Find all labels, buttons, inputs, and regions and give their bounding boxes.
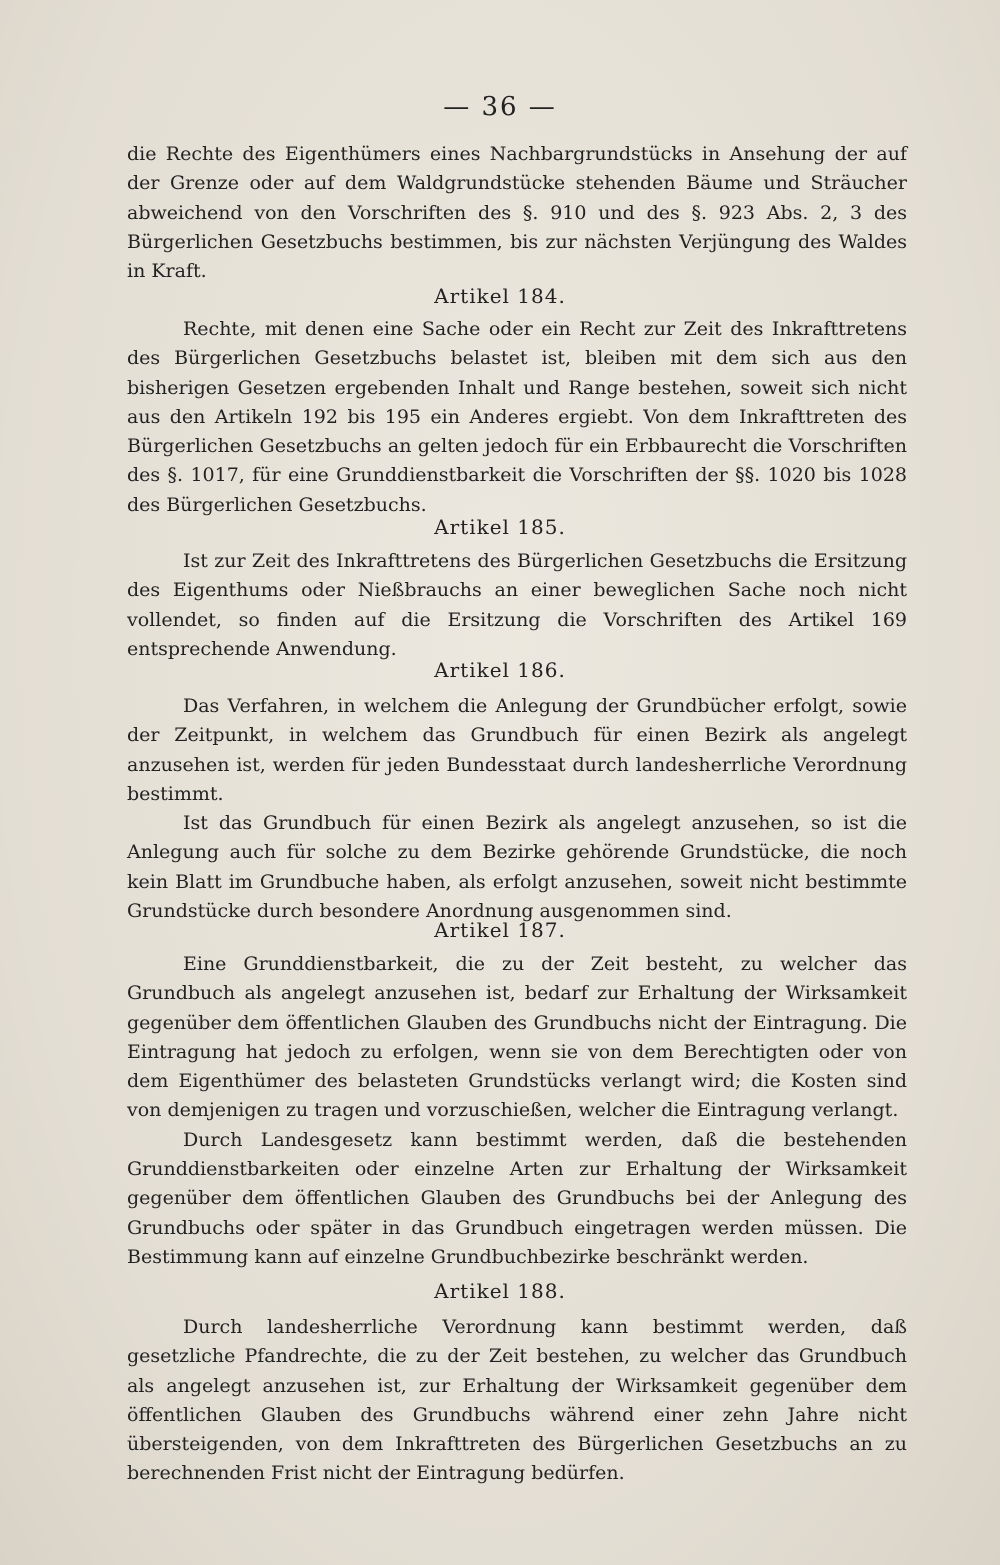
article-187-body [127,950,907,1272]
article-186-body [127,692,907,926]
paragraph: Das Verfahren, in welchem die Anlegung der Grundbücher erfolgt, sowie der Zeitpunkt, in welchem das Grundbuch für einen Bezirk als angelegt anzusehen ist, werden für jeden Bundesstaat durch landesherrliche Verordnung bestimmt. [127,695,907,805]
paragraph: Durch Landesgesetz kann bestimmt werden, daß die bestehenden Grunddienstbarkeiten oder einzelne Arten zur Erhaltung der Wirksamkeit gegenüber dem öffentlichen Glauben des Grundbuchs bei der Anlegung des Grundbuchs oder später in das Grundbuch eingetragen werden müssen. Die Bestimmung kann auf einzelne Grundbuchbezirke beschränkt werden. [127,1128,907,1268]
article-186-heading: Artikel 186. [434,658,566,682]
paragraph: Eine Grunddienstbarkeit, die zu der Zeit besteht, zu welcher das Grundbuch als angelegt anzusehen ist, bedarf zur Erhaltung der Wirksamkeit gegenüber dem öffentlichen Glauben des Grundbuchs nicht der Eintragung. Die Eintragung hat jedoch zu erfolgen, wenn sie von dem Berechtigten oder von dem Eigenthümer des belasteten Grundstücks verlangt wird; die Kosten sind von demjenigen zu tragen und vorzuschießen, welcher die Eintragung verlangt. [127,953,907,1122]
article-185-heading: Artikel 185. [434,515,566,539]
article-184-body [127,315,907,520]
paragraph: Durch landesherrliche Verordnung kann bestimmt werden, daß gesetzliche Pfandrechte, die zu der Zeit bestehen, zu welcher das Grundbuch als angelegt anzusehen ist, zur Erhaltung der Wirksamkeit gegenüber dem öffentlichen Glauben des Grundbuchs während einer zehn Jahre nicht übersteigenden, von dem Inkrafttreten des Bürgerlichen Gesetzbuchs an zu berechnenden Frist nicht der Eintragung bedürfen. [127,1316,907,1485]
intro-paragraph-block [127,140,907,286]
page-number: — 36 — [443,92,557,122]
paragraph: die Rechte des Eigenthümers eines Nachbargrundstücks in Ansehung der auf der Grenze oder auf dem Waldgrundstücke stehenden Bäume und Sträucher abweichend von den Vorschriften des §. 910 und des §. 923 Abs. 2, 3 des Bürgerlichen Gesetzbuchs bestimmen, bis zur nächsten Verjüngung des Waldes in Kraft. [127,143,907,283]
article-185-body [127,547,907,664]
paragraph: Ist zur Zeit des Inkrafttretens des Bürgerlichen Gesetzbuchs die Ersitzung des Eigenthums oder Nießbrauchs an einer beweglichen Sache noch nicht vollendet, so finden auf die Ersitzung die Vorschriften des Artikel 169 entsprechende Anwendung. [127,550,907,660]
paragraph: Rechte, mit denen eine Sache oder ein Recht zur Zeit des Inkrafttretens des Bürgerlichen Gesetzbuchs belastet ist, bleiben mit dem sich aus den bisherigen Gesetzen ergebenden Inhalt und Range bestehen, soweit sich nicht aus den Artikeln 192 bis 195 ein Anderes ergiebt. Von dem Inkrafttreten des Bürgerlichen Gesetzbuchs an gelten jedoch für ein Erbbaurecht die Vorschriften des §. 1017, für eine Grunddienstbarkeit die Vorschriften der §§. 1020 bis 1028 des Bürgerlichen Gesetzbuchs. [127,318,907,516]
paragraph: Ist das Grundbuch für einen Bezirk als angelegt anzusehen, so ist die Anlegung auch für solche zu dem Bezirke gehörende Grundstücke, die noch kein Blatt im Grundbuche haben, als erfolgt anzusehen, soweit nicht bestimmte Grundstücke durch besondere Anordnung ausgenommen sind. [127,812,907,923]
article-188-heading: Artikel 188. [434,1279,566,1303]
article-184-heading: Artikel 184. [434,284,566,308]
article-187-heading: Artikel 187. [434,918,566,942]
article-188-body [127,1313,907,1489]
